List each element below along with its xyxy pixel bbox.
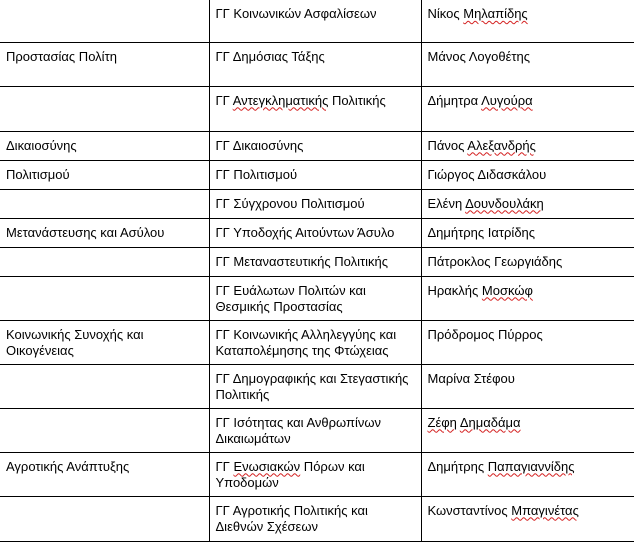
table-row bbox=[0, 496, 634, 541]
name-cell: Δήμητρα Λυγούρα bbox=[421, 86, 634, 131]
name-cell: Πρόδρομος Πύρρος bbox=[421, 320, 634, 364]
ministry-cell bbox=[0, 86, 209, 131]
name-cell: Μάνος Λογοθέτης bbox=[421, 42, 634, 86]
ministry-cell bbox=[0, 364, 209, 408]
name-cell: Δημήτρης Παπαγιαννίδης bbox=[421, 452, 634, 496]
table-row bbox=[0, 42, 634, 86]
table-row bbox=[0, 364, 634, 408]
secretariat-cell: ΓΓ Μεταναστευτικής Πολιτικής bbox=[209, 247, 421, 276]
ministry-cell: Μετανάστευσης και Ασύλου bbox=[0, 218, 209, 247]
secretariat-cell: ΓΓ Κοινωνικών Ασφαλίσεων bbox=[209, 0, 421, 42]
name-cell: Μαρίνα Στέφου bbox=[421, 364, 634, 408]
name-cell: Γιώργος Διδασκάλου bbox=[421, 160, 634, 189]
secretariat-cell: ΓΓ Ισότητας και Ανθρωπίνων Δικαιωμάτων bbox=[209, 408, 421, 452]
table-row bbox=[0, 189, 634, 218]
ministry-cell: Προστασίας Πολίτη bbox=[0, 42, 209, 86]
secretariat-cell: ΓΓ Δημόσιας Τάξης bbox=[209, 42, 421, 86]
secretariat-cell: ΓΓ Κοινωνικής Αλληλεγγύης και Καταπολέμησης της Φτώχειας bbox=[209, 320, 421, 364]
secretariat-cell: ΓΓ Δικαιοσύνης bbox=[209, 131, 421, 160]
name-cell: Ελένη Δουνδουλάκη bbox=[421, 189, 634, 218]
ministry-cell: Δικαιοσύνης bbox=[0, 131, 209, 160]
name-cell: Πάτροκλος Γεωργιάδης bbox=[421, 247, 634, 276]
ministry-cell bbox=[0, 247, 209, 276]
table-row bbox=[0, 247, 634, 276]
ministry-cell: Πολιτισμού bbox=[0, 160, 209, 189]
secretariat-cell: ΓΓ Ευάλωτων Πολιτών και Θεσμικής Προστασίας bbox=[209, 276, 421, 320]
table-row bbox=[0, 408, 634, 452]
secretariat-cell: ΓΓ Δημογραφικής και Στεγαστικής Πολιτικής bbox=[209, 364, 421, 408]
ministry-cell bbox=[0, 189, 209, 218]
secretariat-cell: ΓΓ Πολιτισμού bbox=[209, 160, 421, 189]
secretariat-cell: ΓΓ Ενωσιακών Πόρων και Υποδομών bbox=[209, 452, 421, 496]
secretariat-cell: ΓΓ Υποδοχής Αιτούντων Άσυλο bbox=[209, 218, 421, 247]
ministry-cell bbox=[0, 0, 209, 42]
table-row bbox=[0, 218, 634, 247]
name-cell: Πάνος Αλεξανδρής bbox=[421, 131, 634, 160]
table-row bbox=[0, 320, 634, 364]
ministry-cell: Κοινωνικής Συνοχής και Οικογένειας bbox=[0, 320, 209, 364]
name-cell: Κωνσταντίνος Μπαγινέτας bbox=[421, 496, 634, 541]
secretariat-cell: ΓΓ Σύγχρονου Πολιτισμού bbox=[209, 189, 421, 218]
table-row bbox=[0, 452, 634, 496]
ministry-cell bbox=[0, 276, 209, 320]
table-row bbox=[0, 276, 634, 320]
ministry-cell: Αγροτικής Ανάπτυξης bbox=[0, 452, 209, 496]
name-cell: Ζέφη Δημαδάμα bbox=[421, 408, 634, 452]
table-row bbox=[0, 160, 634, 189]
name-cell: Νίκος Μηλαπίδης bbox=[421, 0, 634, 42]
name-cell: Ηρακλής Μοσκώφ bbox=[421, 276, 634, 320]
table-row bbox=[0, 131, 634, 160]
secretariat-cell: ΓΓ Αγροτικής Πολιτικής και Διεθνών Σχέσεων bbox=[209, 496, 421, 541]
ministry-cell bbox=[0, 408, 209, 452]
ministry-cell bbox=[0, 496, 209, 541]
table-row bbox=[0, 0, 634, 42]
name-cell: Δημήτρης Ιατρίδης bbox=[421, 218, 634, 247]
secretariat-cell: ΓΓ Αντεγκληματικής Πολιτικής bbox=[209, 86, 421, 131]
table-row bbox=[0, 86, 634, 131]
